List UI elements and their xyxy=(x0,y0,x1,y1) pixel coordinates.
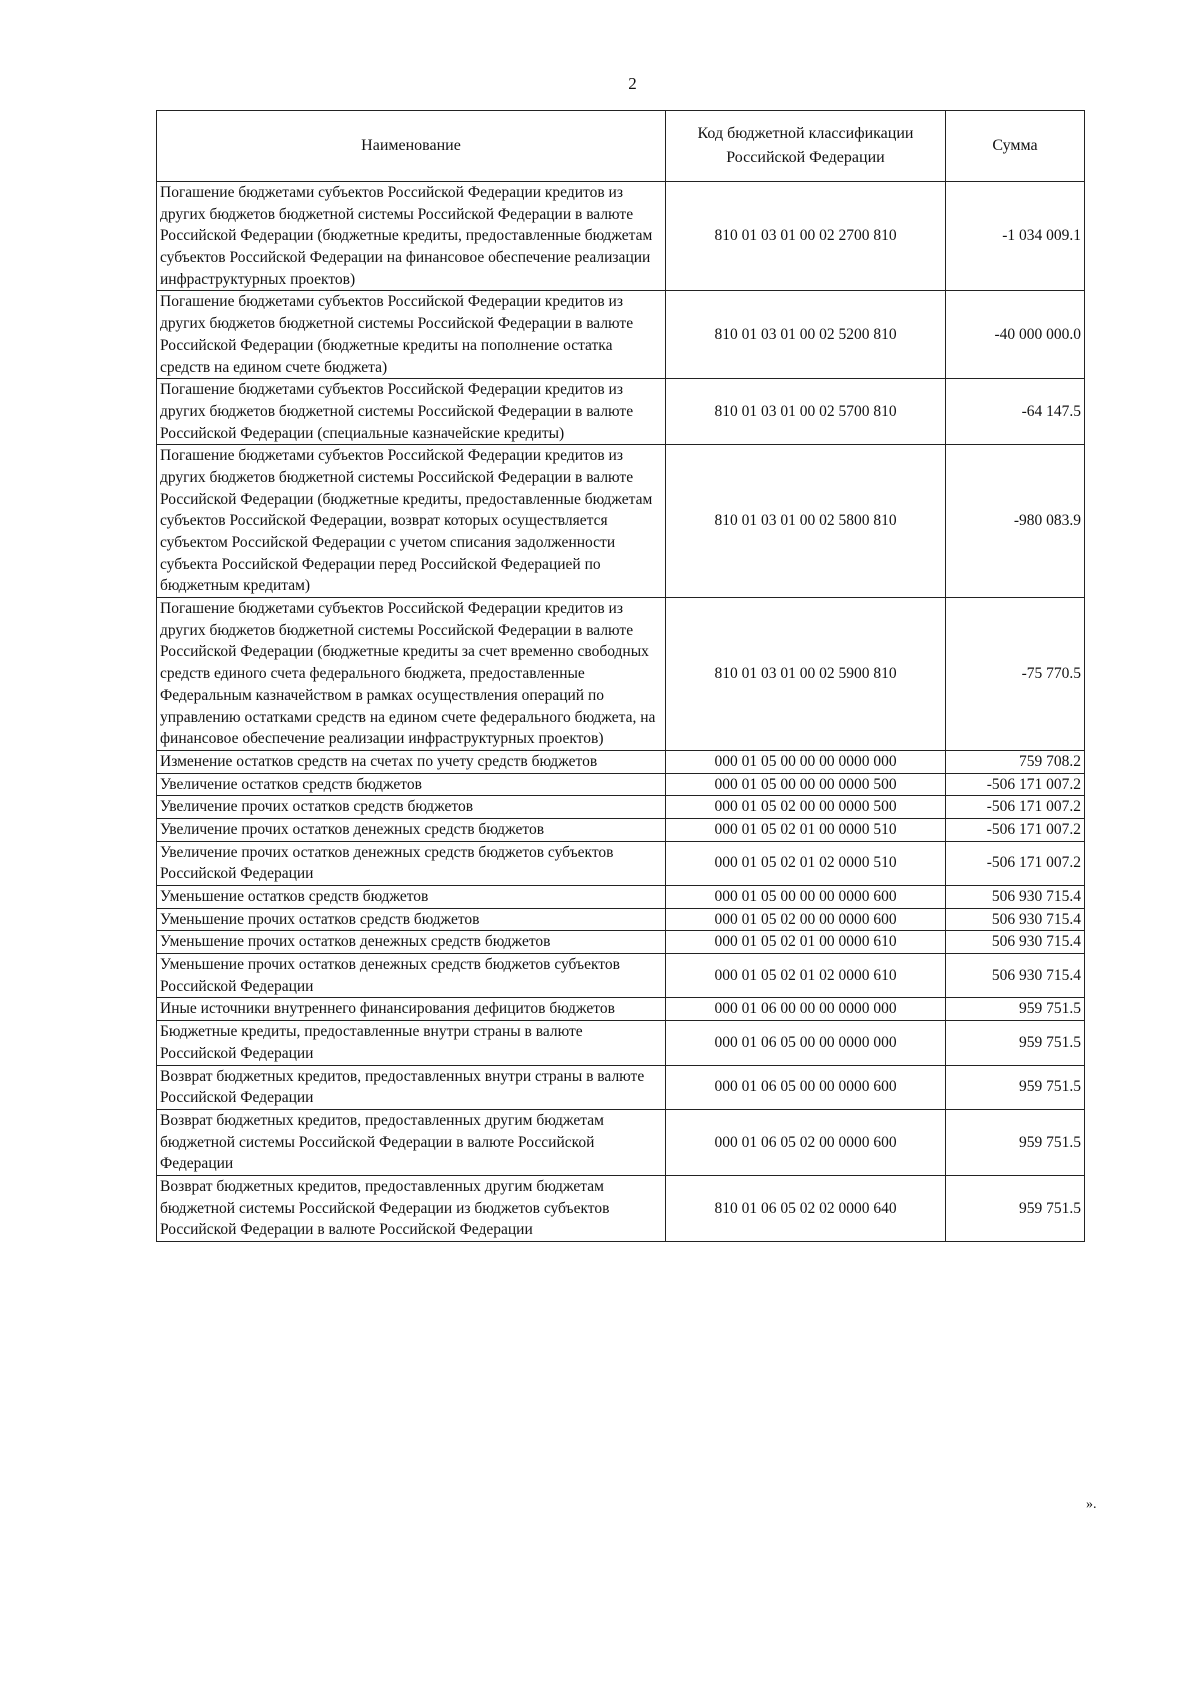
row-sum: -64 147.5 xyxy=(946,379,1085,445)
budget-sources-table xyxy=(156,110,1085,1242)
row-code: 000 01 06 05 00 00 0000 600 xyxy=(666,1065,946,1109)
row-name: Увеличение прочих остатков денежных средств бюджетов xyxy=(157,818,666,841)
row-sum: 506 930 715.4 xyxy=(946,954,1085,998)
row-code: 000 01 05 02 00 00 0000 600 xyxy=(666,908,946,931)
row-sum: -40 000 000.0 xyxy=(946,291,1085,379)
row-code: 810 01 03 01 00 02 5700 810 xyxy=(666,379,946,445)
row-sum: 506 930 715.4 xyxy=(946,908,1085,931)
row-name: Бюджетные кредиты, предоставленные внутри страны в валюте Российской Федерации xyxy=(157,1021,666,1065)
table-row xyxy=(157,1021,1085,1065)
row-name: Изменение остатков средств на счетах по учету средств бюджетов xyxy=(157,750,666,773)
row-sum: 506 930 715.4 xyxy=(946,886,1085,909)
row-code: 810 01 03 01 00 02 5200 810 xyxy=(666,291,946,379)
table-row xyxy=(157,841,1085,885)
table-row xyxy=(157,954,1085,998)
row-sum: -980 083.9 xyxy=(946,445,1085,598)
row-sum: -506 171 007.2 xyxy=(946,841,1085,885)
table-row xyxy=(157,886,1085,909)
table-row xyxy=(157,750,1085,773)
row-sum: 506 930 715.4 xyxy=(946,931,1085,954)
row-name: Уменьшение прочих остатков денежных средств бюджетов субъектов Российской Федерации xyxy=(157,954,666,998)
row-sum: 759 708.2 xyxy=(946,750,1085,773)
row-sum: -1 034 009.1 xyxy=(946,182,1085,291)
row-code: 810 01 03 01 00 02 2700 810 xyxy=(666,182,946,291)
row-name: Увеличение остатков средств бюджетов xyxy=(157,773,666,796)
row-code: 000 01 05 00 00 00 0000 600 xyxy=(666,886,946,909)
row-sum: 959 751.5 xyxy=(946,998,1085,1021)
row-name: Погашение бюджетами субъектов Российской Федерации кредитов из других бюджетов бюджетной системы Российской Федерации в валюте Российской Федерации (бюджетные кредиты на пополнение остатка средств на едином счете бюджета) xyxy=(157,291,666,379)
row-code: 000 01 05 02 01 02 0000 610 xyxy=(666,954,946,998)
row-code: 000 01 06 05 00 00 0000 000 xyxy=(666,1021,946,1065)
row-code: 810 01 03 01 00 02 5900 810 xyxy=(666,598,946,751)
row-code: 000 01 05 02 01 02 0000 510 xyxy=(666,841,946,885)
row-code: 810 01 06 05 02 02 0000 640 xyxy=(666,1175,946,1241)
row-name: Погашение бюджетами субъектов Российской Федерации кредитов из других бюджетов бюджетной системы Российской Федерации в валюте Российской Федерации (бюджетные кредиты, предоставленные бюджетам субъектов Российской Федерации, возврат которых осуществляется субъектом Российской Федерации с учетом списания задолженности субъекта Российской Федерации перед Российской Федерацией по бюджетным кредитам) xyxy=(157,445,666,598)
header-name: Наименование xyxy=(157,111,666,182)
row-name: Возврат бюджетных кредитов, предоставленных другим бюджетам бюджетной системы Российской Федерации из бюджетов субъектов Российской Федерации в валюте Российской Федерации xyxy=(157,1175,666,1241)
table-row xyxy=(157,1109,1085,1175)
table-row xyxy=(157,1175,1085,1241)
row-name: Возврат бюджетных кредитов, предоставленных другим бюджетам бюджетной системы Российской Федерации в валюте Российской Федерации xyxy=(157,1109,666,1175)
row-sum: 959 751.5 xyxy=(946,1109,1085,1175)
header-sum: Сумма xyxy=(946,111,1085,182)
row-sum: 959 751.5 xyxy=(946,1065,1085,1109)
table-row xyxy=(157,379,1085,445)
page-number: 2 xyxy=(628,74,637,93)
row-name: Погашение бюджетами субъектов Российской Федерации кредитов из других бюджетов бюджетной системы Российской Федерации в валюте Российской Федерации (специальные казначейские кредиты) xyxy=(157,379,666,445)
table-row xyxy=(157,931,1085,954)
row-name: Иные источники внутреннего финансирования дефицитов бюджетов xyxy=(157,998,666,1021)
table-row xyxy=(157,1065,1085,1109)
table-row xyxy=(157,773,1085,796)
table-row xyxy=(157,998,1085,1021)
row-sum: -506 171 007.2 xyxy=(946,796,1085,819)
row-name: Возврат бюджетных кредитов, предоставленных внутри страны в валюте Российской Федерации xyxy=(157,1065,666,1109)
row-name: Уменьшение остатков средств бюджетов xyxy=(157,886,666,909)
table-header-row xyxy=(157,111,1085,182)
row-sum: -506 171 007.2 xyxy=(946,818,1085,841)
row-sum: 959 751.5 xyxy=(946,1175,1085,1241)
row-name: Увеличение прочих остатков денежных средств бюджетов субъектов Российской Федерации xyxy=(157,841,666,885)
row-name: Погашение бюджетами субъектов Российской Федерации кредитов из других бюджетов бюджетной системы Российской Федерации в валюте Российской Федерации (бюджетные кредиты, предоставленные бюджетам субъектов Российской Федерации на финансовое обеспечение реализации инфраструктурных проектов) xyxy=(157,182,666,291)
row-sum: -506 171 007.2 xyxy=(946,773,1085,796)
row-name: Уменьшение прочих остатков средств бюджетов xyxy=(157,908,666,931)
row-code: 000 01 05 00 00 00 0000 000 xyxy=(666,750,946,773)
header-code: Код бюджетной классификации Российской Федерации xyxy=(666,111,946,182)
table-row xyxy=(157,445,1085,598)
row-name: Увеличение прочих остатков средств бюджетов xyxy=(157,796,666,819)
table-row xyxy=(157,818,1085,841)
row-code: 000 01 06 00 00 00 0000 000 xyxy=(666,998,946,1021)
closing-quote-mark: ». xyxy=(1086,1497,1097,1512)
row-code: 000 01 05 02 00 00 0000 500 xyxy=(666,796,946,819)
row-sum: 959 751.5 xyxy=(946,1021,1085,1065)
row-code: 000 01 05 02 01 00 0000 610 xyxy=(666,931,946,954)
row-sum: -75 770.5 xyxy=(946,598,1085,751)
table-row xyxy=(157,796,1085,819)
table-row xyxy=(157,598,1085,751)
row-code: 000 01 05 02 01 00 0000 510 xyxy=(666,818,946,841)
row-name: Уменьшение прочих остатков денежных средств бюджетов xyxy=(157,931,666,954)
table-row xyxy=(157,291,1085,379)
row-name: Погашение бюджетами субъектов Российской Федерации кредитов из других бюджетов бюджетной системы Российской Федерации в валюте Российской Федерации (бюджетные кредиты за счет временно свободных средств единого счета федерального бюджета, предоставленные Федеральным казначейством в рамках осуществления операций по управлению остатками средств на едином счете федерального бюджета, на финансовое обеспечение реализации инфраструктурных проектов) xyxy=(157,598,666,751)
row-code: 000 01 05 00 00 00 0000 500 xyxy=(666,773,946,796)
row-code: 000 01 06 05 02 00 0000 600 xyxy=(666,1109,946,1175)
table-row xyxy=(157,908,1085,931)
table-row xyxy=(157,182,1085,291)
row-code: 810 01 03 01 00 02 5800 810 xyxy=(666,445,946,598)
